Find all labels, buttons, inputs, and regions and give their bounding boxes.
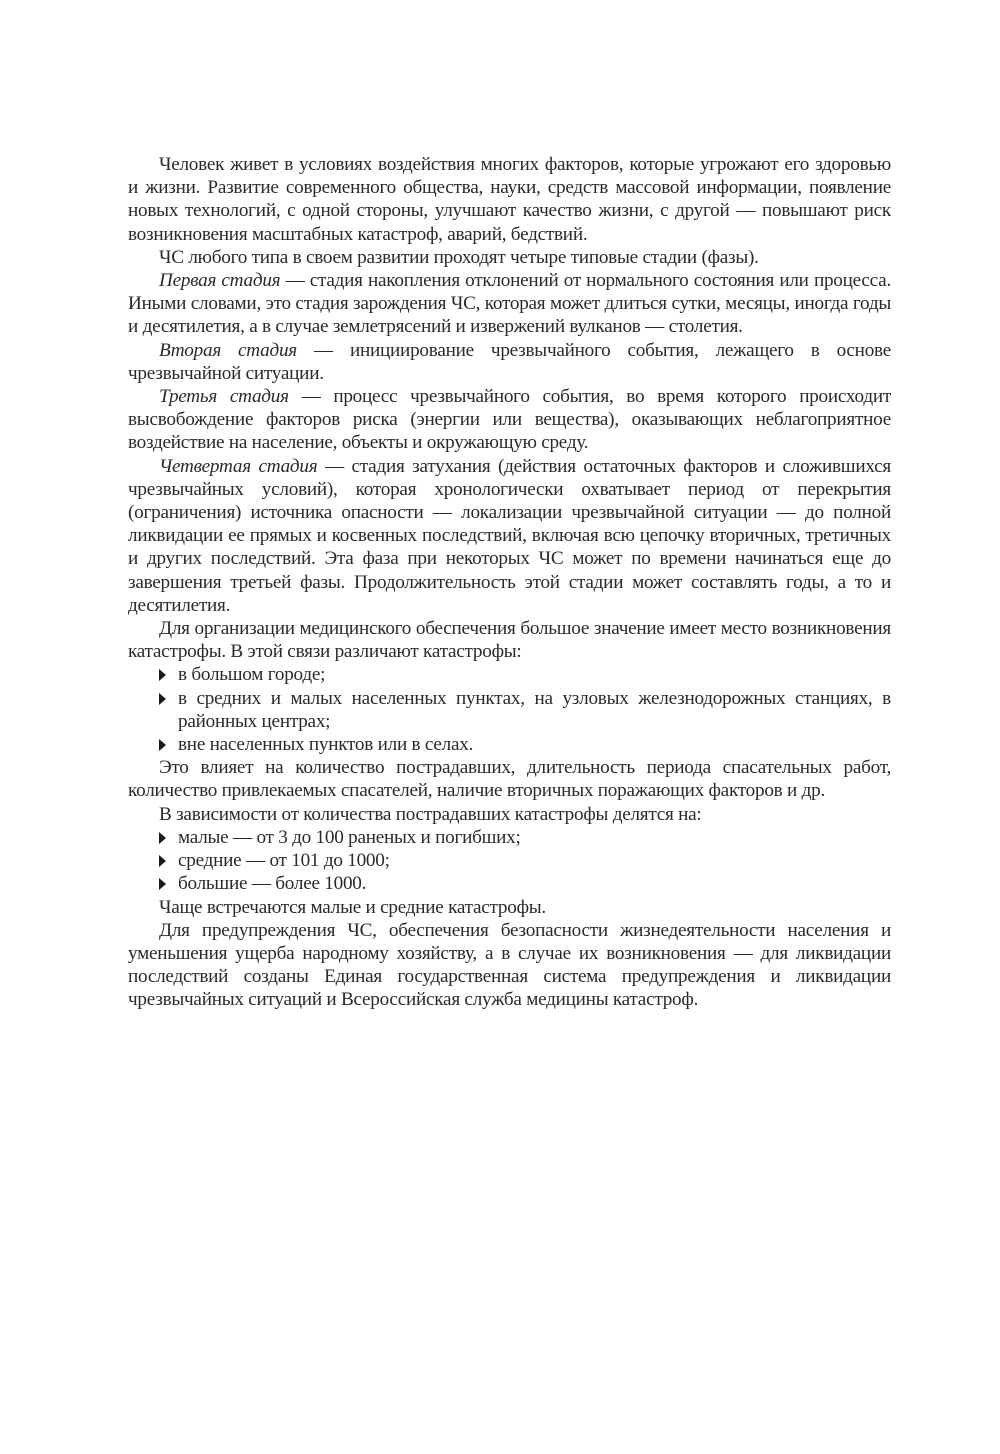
triangle-right-icon: [159, 855, 166, 867]
triangle-right-icon: [159, 739, 166, 751]
triangle-right-icon: [159, 693, 166, 705]
paragraph-intro: Человек живет в условиях воздействия многих факторов, которые угрожают его здоровью и жизни. Развитие современного общества, науки, средств массовой информации, появление новых технологий, с одной стороны, улучшают качество жизни, с другой — повышают риск возникновения масштабных катастроф, аварий, бедствий.: [128, 154, 891, 245]
stage-4-term: Четвертая стадия: [159, 455, 318, 477]
list-item-text: в большом городе;: [178, 664, 326, 686]
list-item-text: в средних и малых населенных пунктах, на узловых железнодорожных станциях, в районных центрах;: [178, 687, 891, 732]
paragraph-stages-overview: ЧС любого типа в своем развитии проходят четыре типовые стадии (фазы).: [159, 246, 759, 268]
list-item: [128, 663, 891, 686]
list-item-text: малые — от 3 до 100 раненых и погибших;: [178, 826, 521, 848]
stage-1-term: Первая стадия: [159, 270, 281, 292]
stage-1-text: — стадия накопления отклонений от нормального состояния или процесса. Иными словами, это стадия зарождения ЧС, которая может длиться сутки, месяцы, иногда годы и десятилетия, а в случае землетрясений и извержений вулканов — столетия.: [128, 270, 891, 338]
triangle-right-icon: [159, 669, 166, 681]
list-item-text: средние — от 101 до 1000;: [178, 850, 390, 872]
stage-4-text: — стадия затухания (действия остаточных факторов и сложившихся чрезвычайных условий), которая хронологически охватывает период от перекрытия (ограничения) источника опасности — локализации чрезвычайной ситуации — до полной ликвидации ее прямых и косвенных последствий, включая всю цепочку вторичных, третичных и других последствий. Эта фаза при некоторых ЧС может по времени начинаться еще до завершения третьей фазы. Продолжительность этой стадии может составлять годы, а то и десятилетия.: [128, 455, 891, 616]
list-item: [128, 849, 891, 872]
paragraph-frequency: Чаще встречаются малые и средние катастрофы.: [159, 896, 546, 918]
list-item: [128, 872, 891, 895]
list-item: [128, 687, 891, 733]
location-list: [128, 663, 891, 756]
paragraph-location-intro: Для организации медицинского обеспечения большое значение имеет место возникновения катастрофы. В этой связи различают катастрофы:: [128, 618, 891, 663]
stage-2-term: Вторая стадия: [159, 339, 297, 361]
triangle-right-icon: [159, 878, 166, 890]
victims-list: [128, 826, 891, 896]
paragraph-final: Для предупреждения ЧС, обеспечения безопасности жизнедеятельности населения и уменьшения ущерба народному хозяйству, а в случае их возникновения — для ликвидации последствий созданы Единая государственная система предупреждения и ликвидации чрезвычайных ситуаций и Всероссийская служба медицины катастроф.: [128, 919, 891, 1011]
document-page: [128, 153, 891, 1012]
paragraph-stage-4: [128, 455, 891, 617]
list-item-text: большие — более 1000.: [178, 873, 367, 895]
stage-3-text: — процесс чрезвычайного события, во время которого происходит высвобождение факторов риска (энергии или вещества), оказывающих неблагоприятное воздействие на население, объекты и окружающую среду.: [128, 386, 891, 454]
paragraph-stage-1: [128, 269, 891, 339]
stage-2-text: — инициирование чрезвычайного события, лежащего в основе чрезвычайной ситуации.: [128, 339, 891, 384]
paragraph-stage-2: [128, 339, 891, 385]
paragraph-stage-3: [128, 385, 891, 455]
list-item: [128, 826, 891, 849]
stage-3-term: Третья стадия: [159, 386, 289, 408]
list-item-text: вне населенных пунктов или в селах.: [178, 734, 474, 756]
list-item: [128, 733, 891, 756]
paragraph-influence: Это влияет на количество пострадавших, длительность периода спасательных работ, количество привлекаемых спасателей, наличие вторичных поражающих факторов и др.: [128, 757, 891, 802]
paragraph-victims-intro: В зависимости от количества пострадавших катастрофы делятся на:: [159, 803, 702, 825]
triangle-right-icon: [159, 832, 166, 844]
